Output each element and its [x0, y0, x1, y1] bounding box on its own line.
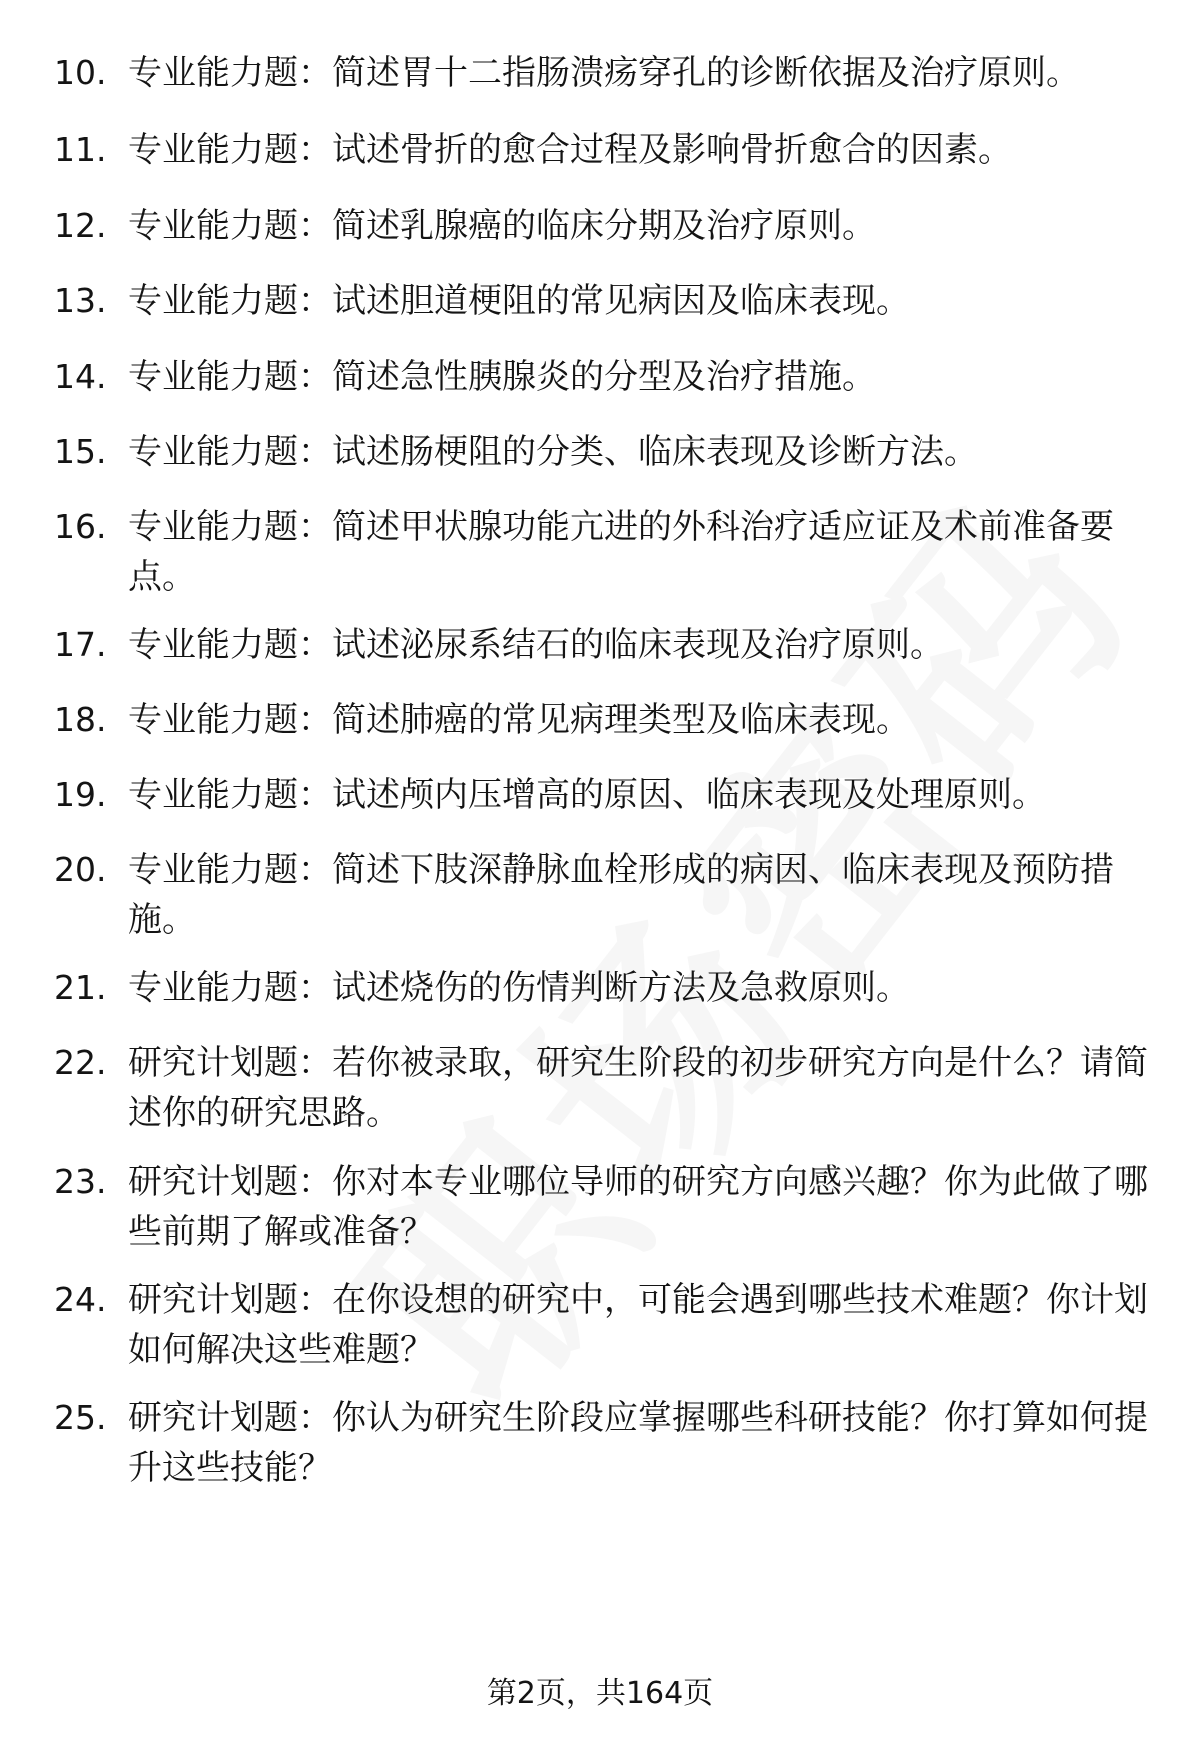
- question-number: 18.: [54, 700, 107, 739]
- question-number: 17.: [54, 625, 107, 664]
- question-number: 22.: [54, 1043, 107, 1082]
- question-category: 专业能力题: [128, 700, 298, 740]
- question-body: 简述甲状腺功能亢进的外科治疗适应证及术前准备要点。: [128, 507, 1114, 597]
- question-number: 23.: [54, 1162, 107, 1201]
- question-category: 研究计划题: [128, 1162, 298, 1202]
- question-body: 简述下肢深静脉血栓形成的病因、临床表现及预防措施。: [128, 850, 1114, 940]
- question-category: 专业能力题: [128, 130, 298, 170]
- question-text: 研究计划题：若你被录取，研究生阶段的初步研究方向是什么？请简述你的研究思路。: [128, 1043, 1148, 1133]
- question-body: 试述肠梗阻的分类、临床表现及诊断方法。: [332, 432, 978, 472]
- question-number: 13.: [54, 281, 107, 320]
- question-body: 简述急性胰腺炎的分型及治疗措施。: [332, 357, 876, 397]
- question-category: 专业能力题: [128, 625, 298, 665]
- question-category: 专业能力题: [128, 775, 298, 815]
- question-category: 专业能力题: [128, 850, 298, 890]
- question-number: 11.: [54, 130, 107, 169]
- question-body: 试述胆道梗阻的常见病因及临床表现。: [332, 281, 910, 321]
- question-number: 24.: [54, 1280, 107, 1319]
- question-body: 你对本专业哪位导师的研究方向感兴趣？你为此做了哪些前期了解或准备？: [128, 1162, 1148, 1252]
- question-text: 专业能力题：试述胆道梗阻的常见病因及临床表现。: [128, 281, 910, 321]
- question-text: 研究计划题：在你设想的研究中，可能会遇到哪些技术难题？你计划如何解决这些难题？: [128, 1280, 1148, 1370]
- question-number: 10.: [54, 53, 107, 92]
- question-number: 16.: [54, 507, 107, 546]
- question-text: 专业能力题：试述泌尿系结石的临床表现及治疗原则。: [128, 625, 944, 665]
- question-body: 简述胃十二指肠溃疡穿孔的诊断依据及治疗原则。: [332, 53, 1080, 93]
- question-category: 专业能力题: [128, 281, 298, 321]
- question-text: 专业能力题：简述下肢深静脉血栓形成的病因、临床表现及预防措施。: [128, 850, 1114, 940]
- question-category: 研究计划题: [128, 1280, 298, 1320]
- question-body: 在你设想的研究中，可能会遇到哪些技术难题？你计划如何解决这些难题？: [128, 1280, 1148, 1370]
- question-number: 14.: [54, 357, 107, 396]
- question-text: 研究计划题：你对本专业哪位导师的研究方向感兴趣？你为此做了哪些前期了解或准备？: [128, 1162, 1148, 1252]
- question-number: 19.: [54, 775, 107, 814]
- question-category: 研究计划题: [128, 1043, 298, 1083]
- question-body: 若你被录取，研究生阶段的初步研究方向是什么？请简述你的研究思路。: [128, 1043, 1148, 1133]
- question-category: 专业能力题: [128, 206, 298, 246]
- page-footer: [0, 1674, 1200, 1714]
- question-text: 专业能力题：简述肺癌的常见病理类型及临床表现。: [128, 700, 910, 740]
- question-category: 专业能力题: [128, 357, 298, 397]
- question-body: 简述肺癌的常见病理类型及临床表现。: [332, 700, 910, 740]
- question-number: 21.: [54, 968, 107, 1007]
- question-text: 研究计划题：你认为研究生阶段应掌握哪些科研技能？你打算如何提升这些技能？: [128, 1398, 1148, 1488]
- question-text: 专业能力题：试述颅内压增高的原因、临床表现及处理原则。: [128, 775, 1046, 815]
- question-number: 25.: [54, 1398, 107, 1437]
- question-number: 12.: [54, 206, 107, 245]
- question-category: 专业能力题: [128, 432, 298, 472]
- question-body: 简述乳腺癌的临床分期及治疗原则。: [332, 206, 876, 246]
- question-text: 专业能力题：试述肠梗阻的分类、临床表现及诊断方法。: [128, 432, 978, 472]
- question-category: 研究计划题: [128, 1398, 298, 1438]
- question-text: 专业能力题：试述烧伤的伤情判断方法及急救原则。: [128, 968, 910, 1008]
- question-body: 试述骨折的愈合过程及影响骨折愈合的因素。: [332, 130, 1012, 170]
- question-text: 专业能力题：简述乳腺癌的临床分期及治疗原则。: [128, 206, 876, 246]
- question-number: 15.: [54, 432, 107, 471]
- question-category: 专业能力题: [128, 968, 298, 1008]
- question-body: 试述烧伤的伤情判断方法及急救原则。: [332, 968, 910, 1008]
- question-text: 专业能力题：试述骨折的愈合过程及影响骨折愈合的因素。: [128, 130, 1012, 170]
- question-category: 专业能力题: [128, 507, 298, 547]
- question-number: 20.: [54, 850, 107, 889]
- question-body: 试述颅内压增高的原因、临床表现及处理原则。: [332, 775, 1046, 815]
- page-number-label: 第2页，共164页: [486, 1676, 714, 1711]
- question-body: 试述泌尿系结石的临床表现及治疗原则。: [332, 625, 944, 665]
- question-text: 专业能力题：简述胃十二指肠溃疡穿孔的诊断依据及治疗原则。: [128, 53, 1080, 93]
- question-text: 专业能力题：简述急性胰腺炎的分型及治疗措施。: [128, 357, 876, 397]
- question-body: 你认为研究生阶段应掌握哪些科研技能？你打算如何提升这些技能？: [128, 1398, 1148, 1488]
- question-category: 专业能力题: [128, 53, 298, 93]
- question-text: 专业能力题：简述甲状腺功能亢进的外科治疗适应证及术前准备要点。: [128, 507, 1114, 597]
